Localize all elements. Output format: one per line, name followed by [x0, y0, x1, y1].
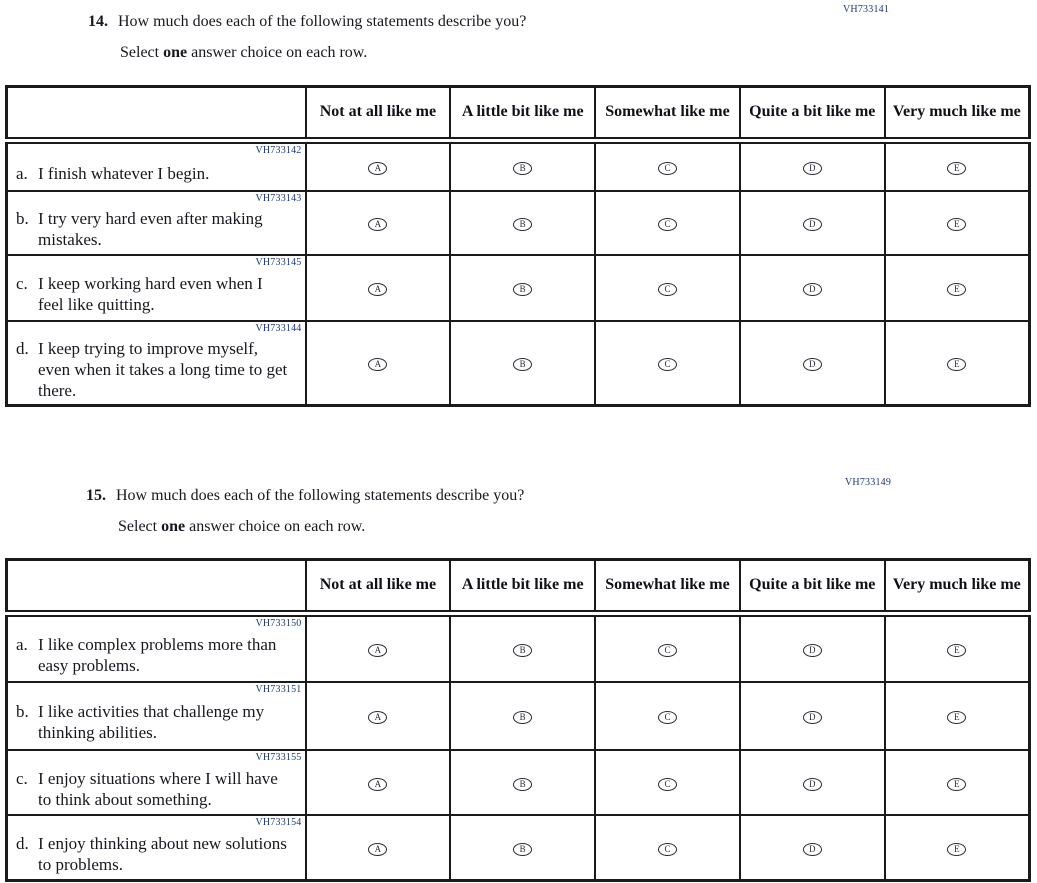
- column-header-4: Quite a bit like me: [740, 87, 885, 141]
- item-text: I keep working hard even when I feel like quitting.: [38, 274, 263, 314]
- statement-cell: [7, 750, 306, 815]
- option-bubble-c[interactable]: C: [658, 358, 677, 371]
- item-text: I finish whatever I begin.: [38, 163, 210, 183]
- option-bubble-e[interactable]: E: [947, 711, 966, 724]
- option-bubble-d[interactable]: D: [803, 218, 822, 231]
- question-prompt-line: [86, 487, 524, 505]
- option-bubble-c[interactable]: C: [658, 283, 677, 296]
- statement-column-header: [7, 560, 306, 614]
- question-number: 15.: [86, 487, 106, 504]
- item-label: a.: [16, 163, 28, 183]
- column-header-4: Quite a bit like me: [740, 560, 885, 614]
- option-cell-b: [450, 614, 595, 683]
- option-bubble-e[interactable]: E: [947, 644, 966, 657]
- option-cell-c: [595, 682, 740, 750]
- option-cell-e: [885, 815, 1030, 881]
- instruction-bold-text: one: [163, 44, 188, 61]
- table-row-a: [7, 614, 1030, 683]
- option-bubble-e[interactable]: E: [947, 283, 966, 296]
- option-bubble-a[interactable]: A: [368, 218, 387, 231]
- statement-cell: [7, 321, 306, 406]
- statement-cell: [7, 191, 306, 255]
- option-bubble-e[interactable]: E: [947, 778, 966, 791]
- item-text: I like complex problems more than easy problems.: [38, 635, 277, 675]
- option-cell-e: [885, 750, 1030, 815]
- table-row-a: [7, 141, 1030, 192]
- option-bubble-d[interactable]: D: [803, 843, 822, 856]
- option-bubble-d[interactable]: D: [803, 711, 822, 724]
- statement-cell: [7, 614, 306, 683]
- option-cell-c: [595, 815, 740, 881]
- item-code: VH733155: [255, 752, 302, 763]
- option-cell-a: [306, 141, 451, 192]
- option-cell-a: [306, 321, 451, 406]
- statement-cell: [7, 141, 306, 192]
- item-label: a.: [16, 635, 28, 654]
- option-cell-a: [306, 191, 451, 255]
- option-bubble-b[interactable]: B: [513, 644, 532, 657]
- question-code: VH733149: [845, 477, 892, 488]
- option-cell-e: [885, 191, 1030, 255]
- option-bubble-b[interactable]: B: [513, 162, 532, 175]
- column-header-2: A little bit like me: [450, 560, 595, 614]
- item-code: VH733144: [255, 323, 302, 334]
- instruction-bold-text: one: [161, 518, 186, 535]
- option-bubble-a[interactable]: A: [368, 778, 387, 791]
- response-table-15: [5, 558, 1031, 882]
- option-cell-c: [595, 255, 740, 321]
- question-prompt: How much does each of the following statements describe you?: [118, 13, 527, 30]
- option-cell-a: [306, 614, 451, 683]
- header-row: [7, 560, 1030, 614]
- instruction-text: Select: [118, 518, 162, 535]
- item-text: I try very hard even after making mistakes.: [38, 209, 263, 249]
- option-cell-a: [306, 255, 451, 321]
- option-cell-d: [740, 614, 885, 683]
- option-cell-e: [885, 682, 1030, 750]
- option-bubble-e[interactable]: E: [947, 843, 966, 856]
- item-code: VH733150: [255, 618, 302, 629]
- option-bubble-d[interactable]: D: [803, 358, 822, 371]
- table-row-d: [7, 815, 1030, 881]
- option-bubble-d[interactable]: D: [803, 283, 822, 296]
- option-cell-b: [450, 682, 595, 750]
- option-bubble-b[interactable]: B: [513, 711, 532, 724]
- table-row-b: [7, 191, 1030, 255]
- statement-cell: [7, 255, 306, 321]
- column-header-1: Not at all like me: [306, 560, 451, 614]
- item-text: I enjoy thinking about new solutions to problems.: [38, 833, 287, 874]
- option-cell-c: [595, 191, 740, 255]
- option-bubble-d[interactable]: D: [803, 162, 822, 175]
- question-prompt: How much does each of the following statements describe you?: [116, 487, 525, 504]
- option-cell-a: [306, 815, 451, 881]
- item-label: d.: [16, 833, 29, 853]
- option-cell-b: [450, 815, 595, 881]
- option-cell-d: [740, 141, 885, 192]
- option-cell-d: [740, 750, 885, 815]
- item-code: VH733142: [255, 145, 302, 156]
- item-text: I like activities that challenge my thinking abilities.: [38, 702, 265, 742]
- question-prompt-line: [88, 13, 526, 31]
- option-cell-d: [740, 815, 885, 881]
- option-bubble-d[interactable]: D: [803, 778, 822, 791]
- question-instruction: [120, 44, 367, 62]
- table-row-d: [7, 321, 1030, 406]
- item-label: d.: [16, 339, 29, 358]
- item-code: VH733143: [255, 193, 302, 204]
- column-header-5: Very much like me: [885, 87, 1030, 141]
- item-code: VH733145: [255, 257, 302, 268]
- response-table-14: [5, 85, 1031, 407]
- column-header-5: Very much like me: [885, 560, 1030, 614]
- item-text: I keep trying to improve myself, even when it takes a long time to get there.: [38, 339, 288, 400]
- option-cell-b: [450, 750, 595, 815]
- instruction-text: Select: [120, 44, 164, 61]
- column-header-3: Somewhat like me: [595, 560, 740, 614]
- instruction-text: answer choice on each row.: [185, 518, 366, 535]
- option-cell-c: [595, 614, 740, 683]
- option-cell-e: [885, 255, 1030, 321]
- option-bubble-b[interactable]: B: [513, 358, 532, 371]
- column-header-2: A little bit like me: [450, 87, 595, 141]
- option-bubble-c[interactable]: C: [658, 218, 677, 231]
- option-bubble-a[interactable]: A: [368, 283, 387, 296]
- option-cell-c: [595, 750, 740, 815]
- option-bubble-d[interactable]: D: [803, 644, 822, 657]
- option-cell-d: [740, 682, 885, 750]
- option-bubble-e[interactable]: E: [947, 358, 966, 371]
- option-cell-e: [885, 614, 1030, 683]
- option-bubble-a[interactable]: A: [368, 711, 387, 724]
- statement-cell: [7, 682, 306, 750]
- option-bubble-a[interactable]: A: [368, 358, 387, 371]
- option-bubble-c[interactable]: C: [658, 711, 677, 724]
- option-bubble-a[interactable]: A: [368, 843, 387, 856]
- option-bubble-b[interactable]: B: [513, 778, 532, 791]
- table-row-b: [7, 682, 1030, 750]
- header-row: [7, 87, 1030, 141]
- option-bubble-c[interactable]: C: [658, 162, 677, 175]
- option-cell-a: [306, 682, 451, 750]
- column-header-1: Not at all like me: [306, 87, 451, 141]
- option-cell-d: [740, 191, 885, 255]
- option-cell-e: [885, 321, 1030, 406]
- option-bubble-b[interactable]: B: [513, 843, 532, 856]
- option-bubble-a[interactable]: A: [368, 162, 387, 175]
- option-cell-d: [740, 321, 885, 406]
- option-bubble-c[interactable]: C: [658, 644, 677, 657]
- table-row-c: [7, 750, 1030, 815]
- option-bubble-c[interactable]: C: [658, 778, 677, 791]
- option-bubble-e[interactable]: E: [947, 218, 966, 231]
- option-cell-b: [450, 321, 595, 406]
- item-label: c.: [16, 274, 28, 293]
- question-code: VH733141: [843, 4, 890, 15]
- item-code: VH733151: [255, 684, 302, 695]
- instruction-text: answer choice on each row.: [187, 44, 368, 61]
- option-bubble-b[interactable]: B: [513, 218, 532, 231]
- option-cell-a: [306, 750, 451, 815]
- option-bubble-b[interactable]: B: [513, 283, 532, 296]
- item-label: b.: [16, 702, 29, 721]
- option-cell-b: [450, 255, 595, 321]
- option-cell-c: [595, 321, 740, 406]
- option-cell-b: [450, 141, 595, 192]
- option-cell-d: [740, 255, 885, 321]
- option-bubble-e[interactable]: E: [947, 162, 966, 175]
- question-instruction: [118, 518, 365, 536]
- option-cell-c: [595, 141, 740, 192]
- option-cell-b: [450, 191, 595, 255]
- option-bubble-a[interactable]: A: [368, 644, 387, 657]
- column-header-3: Somewhat like me: [595, 87, 740, 141]
- item-label: c.: [16, 768, 28, 788]
- item-text: I enjoy situations where I will have to think about something.: [38, 768, 278, 809]
- item-label: b.: [16, 209, 29, 228]
- statement-cell: [7, 815, 306, 881]
- table-row-c: [7, 255, 1030, 321]
- option-cell-e: [885, 141, 1030, 192]
- question-number: 14.: [88, 13, 108, 30]
- item-code: VH733154: [255, 817, 302, 828]
- statement-column-header: [7, 87, 306, 141]
- option-bubble-c[interactable]: C: [658, 843, 677, 856]
